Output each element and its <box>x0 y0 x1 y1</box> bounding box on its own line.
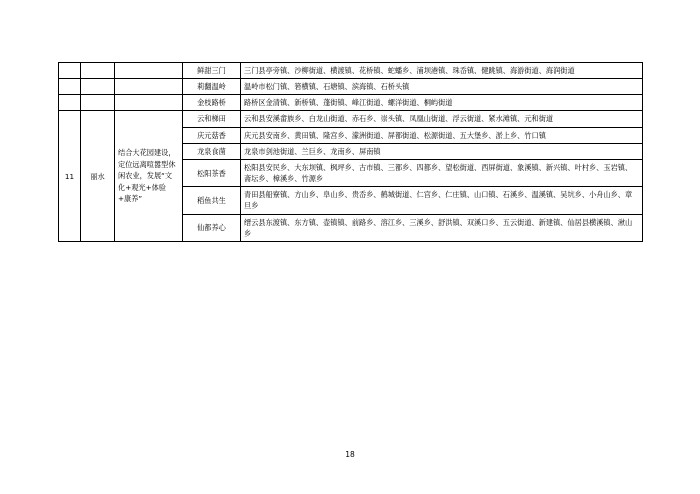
table-container <box>58 62 642 242</box>
cell-name: 松阳茶香 <box>183 159 241 186</box>
cell-theme <box>115 79 183 95</box>
cell-detail: 庆元县安南乡、黄田镇、隆宫乡、濛洲街道、屏都街道、松源街道、五大堡乡、淤上乡、竹口镇 <box>241 127 643 143</box>
cell-theme <box>115 63 183 79</box>
cell-detail: 松阳县安民乡、大东坝镇、枫坪乡、古市镇、三都乡、四都乡、望松街道、西屏街道、象溪镇、新兴镇、叶村乡、玉岩镇、斋坛乡、樟溪乡、竹源乡 <box>241 159 643 186</box>
table-row <box>59 111 643 127</box>
cell-city <box>81 79 115 95</box>
cell-name: 云和梯田 <box>183 111 241 127</box>
cell-index <box>59 95 81 111</box>
cell-name: 金枝路桥 <box>183 95 241 111</box>
cell-detail: 缙云县东渡镇、东方镇、壶镇镇、前路乡、溶江乡、三溪乡、舒洪镇、双溪口乡、五云街道、新建镇、仙居县横溪镇、湫山乡 <box>241 214 643 241</box>
cell-name: 莉翻温岭 <box>183 79 241 95</box>
page-number: 18 <box>345 450 355 459</box>
cell-theme <box>115 95 183 111</box>
cell-name: 鲜甜三门 <box>183 63 241 79</box>
cell-index <box>59 63 81 79</box>
cell-theme: 结合大花园建设，定位远离喧嚣型休闲农业，发展“文化+观光+体验+康养” <box>115 111 183 241</box>
table-row <box>59 63 643 79</box>
cell-city: 丽水 <box>81 111 115 241</box>
cell-detail: 龙泉市剑池街道、兰巨乡、龙南乡、屏南镇 <box>241 143 643 159</box>
cell-detail: 路桥区金清镇、新桥镇、蓬街镇、峰江街道、螺洋街道、桐屿街道 <box>241 95 643 111</box>
cell-detail: 温岭市松门镇、箬横镇、石塘镇、滨海镇、石桥头镇 <box>241 79 643 95</box>
table-row <box>59 95 643 111</box>
cell-name: 仙都养心 <box>183 214 241 241</box>
cell-city <box>81 63 115 79</box>
cell-index <box>59 79 81 95</box>
cell-city <box>81 95 115 111</box>
table-row <box>59 79 643 95</box>
cell-detail: 青田县船寮镇、方山乡、阜山乡、贵岙乡、鹤城街道、仁宫乡、仁庄镇、山口镇、石溪乡、温溪镇、吴坑乡、小舟山乡、章旦乡 <box>241 187 643 214</box>
cell-name: 龙泉食菌 <box>183 143 241 159</box>
region-agriculture-table <box>58 62 643 242</box>
cell-detail: 三门县亭旁镇、沙柳街道、横渡镇、花桥镇、蛇蟠乡、浦坝港镇、珠岙镇、健跳镇、海游街道、海润街道 <box>241 63 643 79</box>
cell-name: 庆元菇香 <box>183 127 241 143</box>
cell-index: 11 <box>59 111 81 241</box>
cell-detail: 云和县安溪畲族乡、白龙山街道、赤石乡、崇头镇、凤凰山街道、浮云街道、紧水滩镇、元和街道 <box>241 111 643 127</box>
cell-name: 稻鱼共生 <box>183 187 241 214</box>
